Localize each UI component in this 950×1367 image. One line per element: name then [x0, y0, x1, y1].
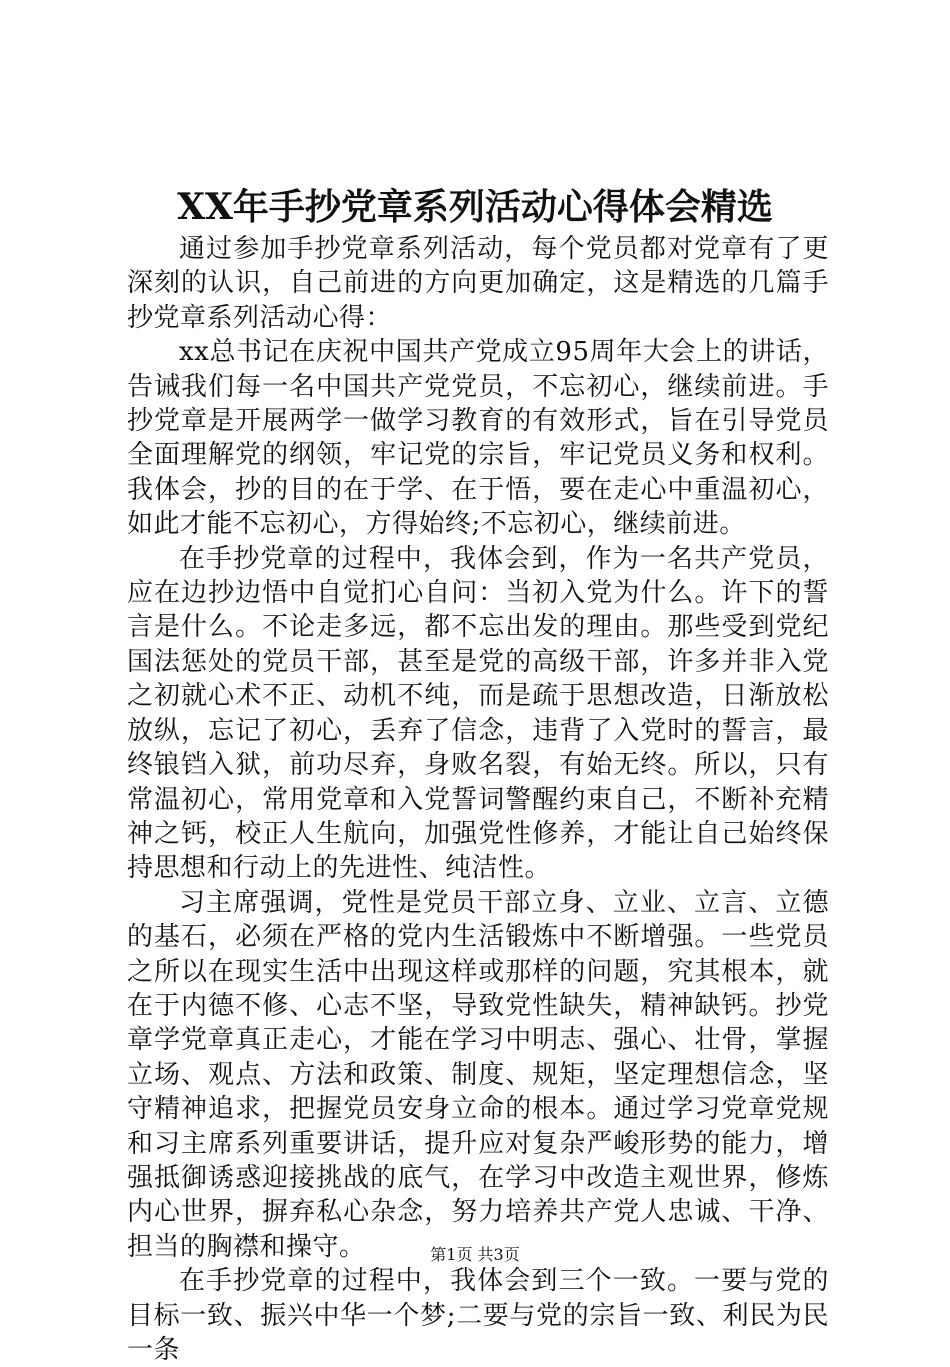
paragraph-party-spirit: 习主席强调，党性是党员干部立身、立业、立言、立德的基石，必须在严格的党内生活锻炼中不断增强。一些党员之所以在现实生活中出现这样或那样的问题，究其根本，就在于内德不修、心志不坚，导致党性缺失，精神缺钙。抄党章学党章真正走心，才能在学习中明志、强心、壮骨，掌握立场、观点、方法和政策、制度、规矩，坚定理想信念，坚守精神追求，把握党员安身立命的根本。通过学习党章党规和习主席系列重要讲话，提升应对复杂严峻形势的能力，增强抵御诱惑迎接挑战的底气，在学习中改造主观世界，修炼内心世界，摒弃私心杂念，努力培养共产党人忠诚、干净、担当的胸襟和操守。 [127, 887, 829, 1262]
paragraph-three-consistencies: 在手抄党章的过程中，我体会到三个一致。一要与党的目标一致、振兴中华一个梦;二要与党的宗旨一致、利民为民一条 [127, 1266, 829, 1365]
document-title: XX年手抄党章系列活动心得体会精选 [177, 186, 773, 228]
page-footer: 第1页 共3页 [430, 1245, 520, 1264]
document-body [127, 232, 829, 1367]
paragraph-intro: 通过参加手抄党章系列活动，每个党员都对党章有了更深刻的认识，自己前进的方向更加确定，这是精选的几篇手抄党章系列活动心得： [127, 234, 829, 333]
paragraph-reflection: 在手抄党章的过程中，我体会到，作为一名共产党员，应在边抄边悟中自觉扪心自问：当初入党为什么。许下的誓言是什么。不论走多远，都不忘出发的理由。那些受到党纪国法惩处的党员干部，甚至是党的高级干部，许多并非入党之初就心术不正、动机不纯，而是疏于思想改造，日渐放松放纵，忘记了初心，丢弃了信念，违背了入党时的誓言，最终锒铛入狱，前功尽弃，身败名裂，有始无终。所以，只有常温初心，常用党章和入党誓词警醒约束自己，不断补充精神之钙，校正人生航向，加强党性修养，才能让自己始终保持思想和行动上的先进性、纯洁性。 [127, 543, 829, 884]
paragraph-speech: xx总书记在庆祝中国共产党成立95周年大会上的讲话，告诫我们每一名中国共产党党员，不忘初心，继续前进。手抄党章是开展两学一做学习教育的有效形式，旨在引导党员全面理解党的纲领，牢记党的宗旨，牢记党员义务和权利。我体会，抄的目的在于学、在于悟，要在走心中重温初心，如此才能不忘初心，方得始终;不忘初心，继续前进。 [127, 337, 829, 540]
